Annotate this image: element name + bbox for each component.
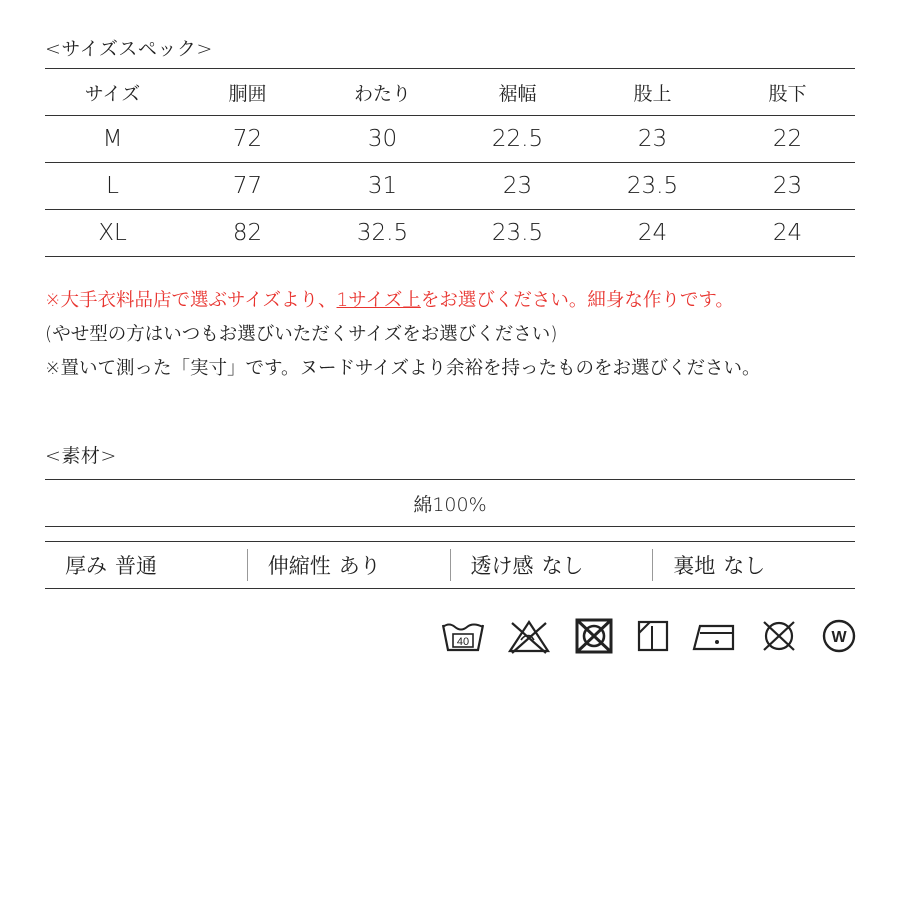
header-inseam: 股下 bbox=[720, 69, 855, 116]
cell-size: M bbox=[45, 116, 180, 163]
cell-inseam: 23 bbox=[720, 163, 855, 210]
svg-text:40: 40 bbox=[456, 636, 470, 648]
fabric-properties bbox=[45, 541, 855, 589]
no-dry-clean-icon bbox=[759, 618, 799, 654]
cell-rise: 23.5 bbox=[585, 163, 720, 210]
property-label: 厚み bbox=[65, 554, 107, 578]
size-advice-suffix: をお選びください。細身な作りです。 bbox=[420, 290, 734, 311]
property-label: 透け感 bbox=[470, 554, 534, 578]
cell-hem-width: 22.5 bbox=[450, 116, 585, 163]
measurement-note: ※置いて測った「実寸」です。ヌードサイズより余裕を持ったものをお選びください。 bbox=[45, 358, 761, 379]
cell-size: L bbox=[45, 163, 180, 210]
size-notes bbox=[45, 284, 875, 386]
table-row bbox=[45, 116, 855, 163]
cell-hem-width: 23 bbox=[450, 163, 585, 210]
cell-waist: 82 bbox=[180, 210, 315, 257]
property-value: 普通 bbox=[115, 554, 157, 578]
property-value: なし bbox=[541, 554, 584, 578]
cell-thigh: 30 bbox=[315, 116, 450, 163]
no-tumble-dry-icon bbox=[573, 617, 615, 655]
table-row bbox=[45, 210, 855, 257]
cell-waist: 77 bbox=[180, 163, 315, 210]
header-size: サイズ bbox=[45, 69, 180, 116]
size-spec-title: <サイズスペック> bbox=[45, 38, 213, 60]
table-header-row bbox=[45, 69, 855, 116]
svg-text:W: W bbox=[831, 629, 847, 646]
cell-rise: 24 bbox=[585, 210, 720, 257]
cell-thigh: 32.5 bbox=[315, 210, 450, 257]
property-value: なし bbox=[723, 554, 766, 578]
property-label: 裏地 bbox=[673, 554, 716, 578]
property-sheerness bbox=[450, 549, 653, 581]
wet-clean-icon bbox=[820, 618, 858, 654]
care-label-icons bbox=[440, 614, 858, 658]
header-thigh: わたり bbox=[315, 69, 450, 116]
material-composition: 綿100% bbox=[45, 479, 855, 527]
no-bleach-icon bbox=[507, 618, 551, 654]
cell-hem-width: 23.5 bbox=[450, 210, 585, 257]
iron-low-icon bbox=[691, 619, 737, 653]
cell-thigh: 31 bbox=[315, 163, 450, 210]
property-stretch bbox=[247, 549, 450, 581]
header-hem-width: 裾幅 bbox=[450, 69, 585, 116]
size-advice-prefix: ※大手衣料品店で選ぶサイズより、 bbox=[45, 290, 337, 311]
wash-40-icon bbox=[440, 619, 486, 653]
header-waist: 胴囲 bbox=[180, 69, 315, 116]
cell-rise: 23 bbox=[585, 116, 720, 163]
size-advice-note bbox=[45, 284, 875, 318]
property-thickness bbox=[45, 549, 247, 581]
cell-inseam: 22 bbox=[720, 116, 855, 163]
cell-size: XL bbox=[45, 210, 180, 257]
table-row bbox=[45, 163, 855, 210]
property-value: あり bbox=[338, 554, 381, 578]
property-label: 伸縮性 bbox=[267, 554, 331, 578]
size-spec-table bbox=[45, 68, 855, 257]
material-title: <素材> bbox=[45, 445, 117, 467]
cell-waist: 72 bbox=[180, 116, 315, 163]
cell-inseam: 24 bbox=[720, 210, 855, 257]
property-lining bbox=[652, 549, 855, 581]
size-advice-highlight: 1サイズ上 bbox=[336, 290, 421, 311]
slim-fit-note: (やせ型の方はいつもお選びいただくサイズをお選びください) bbox=[45, 324, 558, 345]
header-rise: 股上 bbox=[585, 69, 720, 116]
line-dry-shade-icon bbox=[636, 618, 670, 654]
